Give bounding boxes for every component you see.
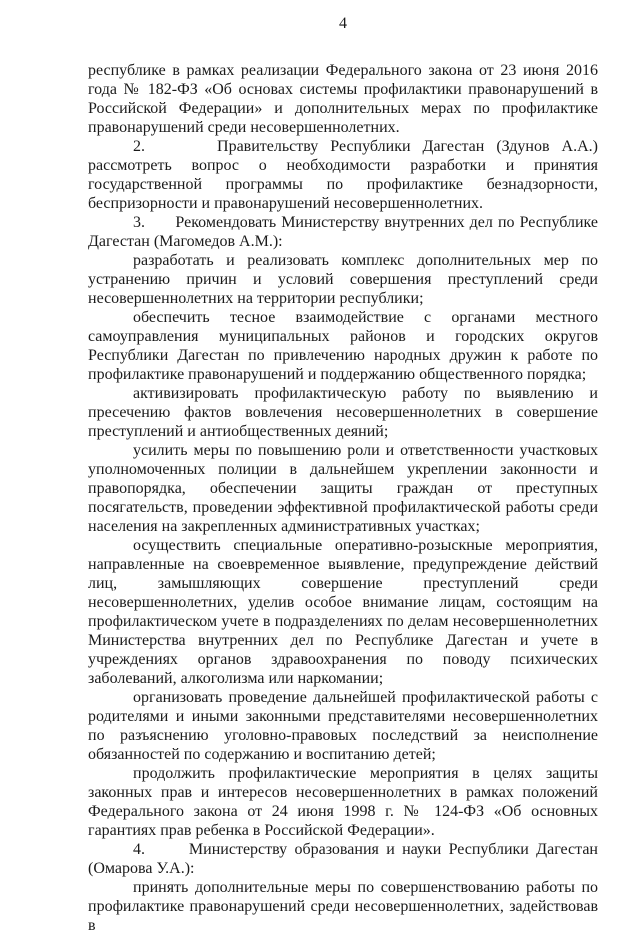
paragraph-subitem: активизировать профилактическую работу по выявлению и пресечению фактов вовлечения несовершеннолетних в совершение преступлений и антиобщественных деяний; xyxy=(88,385,598,440)
paragraph-subitem: обеспечить тесное взаимодействие с органами местного самоуправления муниципальных районов и городских округов Республики Дагестан по привлечению народных дружин к работе по профилактике правонарушений и поддержанию общественного порядка; xyxy=(88,309,598,383)
paragraph-item-3: 3. Рекомендовать Министерству внутренних дел по Республике Дагестан (Магомедов А.М.): xyxy=(88,214,598,250)
paragraph-subitem: продолжить профилактические мероприятия в целях защиты законных прав и интересов несовершеннолетних в рамках положений Федерального закона от 24 июня 1998 г. № 124-ФЗ «Об основных гарантиях прав ребенка в Российской Федерации». xyxy=(88,765,598,839)
paragraph-subitem: организовать проведение дальнейшей профилактической работы с родителями и иными законными представителями несовершеннолетних по разъяснению уголовно-правовых последствий за неисполнение обязанностей по содержанию и воспитанию детей; xyxy=(88,689,598,763)
paragraph-item-2: 2. Правительству Республики Дагестан (Здунов А.А.) рассмотреть вопрос о необходимости разработки и принятия государственной программы по профилактике безнадзорности, беспризорности и правонарушений несовершеннолетних. xyxy=(88,138,598,212)
paragraph-subitem: осуществить специальные оперативно-розыскные мероприятия, направленные на своевременное выявление, предупреждение действий лиц, замышляющих совершение преступлений среди несовершеннолетних, уделив особое внимание лицам, состоящим на профилактическом учете в подразделениях по делам несовершеннолетних Министерства внутренних дел по Республике Дагестан и учете в учреждениях органов здравоохранения по поводу психических заболеваний, алкоголизма или наркомании; xyxy=(88,537,598,687)
paragraph-item-4: 4. Министерству образования и науки Республики Дагестан (Омарова У.А.): xyxy=(88,841,598,877)
paragraph-subitem: принять дополнительные меры по совершенствованию работы по профилактике правонарушений среди несовершеннолетних, задействовав в xyxy=(88,879,598,934)
paragraph-subitem: усилить меры по повышению роли и ответственности участковых уполномоченных полиции в дальнейшем укреплении законности и правопорядка, обеспечении защиты граждан от преступных посягательств, проведении эффективной профилактической работы среди населения на закрепленных административных участках; xyxy=(88,442,598,535)
paragraph-subitem: разработать и реализовать комплекс дополнительных мер по устранению причин и условий совершения преступлений среди несовершеннолетних на территории республики; xyxy=(88,252,598,307)
paragraph-continuation: республике в рамках реализации Федерального закона от 23 июня 2016 года № 182-ФЗ «Об основах системы профилактики правонарушений в Российской Федерации» и дополнительных мерах по профилактике правонарушений среди несовершеннолетних. xyxy=(88,62,598,136)
page-number: 4 xyxy=(339,15,347,32)
